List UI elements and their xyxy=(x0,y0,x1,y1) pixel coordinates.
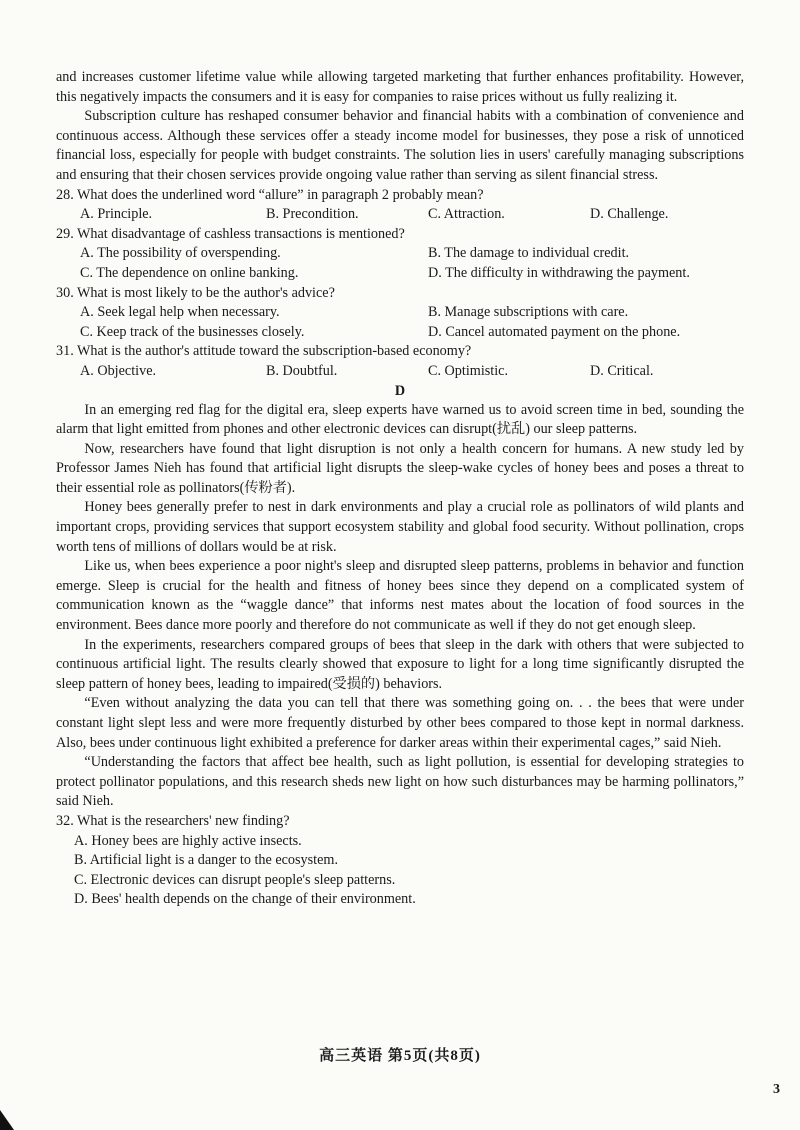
question-29 xyxy=(56,225,744,284)
passage-c-paragraph-2: Subscription culture has reshaped consumer behavior and financial habits with a combination of convenience and continuous access. Although these services offer a steady income model for businesses, they pose a risk of unnoticed financial loss, especially for people with budget constraints. The solution lies in users' carefully managing subscriptions and ensuring that their chosen services provide ongoing value rather than serving as silent financial stress. xyxy=(56,108,744,183)
passage-d-paragraph-2: Now, researchers have found that light disruption is not only a health concern for humans. A new study led by Professor James Nieh has found that artificial light disrupts the sleep-wake cycles of honey bees and poses a threat to their essential role as pollinators(传粉者). xyxy=(56,440,744,496)
question-32-stem: 32. What is the researchers' new finding? xyxy=(56,812,290,829)
option-b: B. Precondition. xyxy=(266,206,359,223)
passage-d-paragraph-5: In the experiments, researchers compared groups of bees that sleep in the dark with others that were subjected to continuous artificial light. The results clearly showed that exposure to light for a long time significantly disrupted the sleep pattern of honey bees, leading to impaired(受损的) behaviors. xyxy=(56,636,744,692)
option-b: B. Doubtful. xyxy=(266,362,338,379)
option-b: B. The damage to individual credit. xyxy=(428,245,630,262)
option-a: A. Objective. xyxy=(80,362,157,379)
passage-d-paragraph-4: Like us, when bees experience a poor night's sleep and disrupted sleep patterns, problems in behavior and function emerge. Sleep is crucial for the health and fitness of honey bees since they depend on a complicated system of communication known as the “waggle dance” that informs nest mates about the location of food sources in the environment. Bees dance more poorly and therefore do not communicate as well if they do not get enough sleep. xyxy=(56,558,744,634)
question-31-options xyxy=(56,362,744,382)
scan-edge-mark xyxy=(0,1110,14,1130)
option-b: B. Artificial light is a danger to the ecosystem. xyxy=(74,852,338,869)
option-a: A. Honey bees are highly active insects. xyxy=(74,832,302,849)
question-31 xyxy=(56,342,744,381)
option-c: C. The dependence on online banking. xyxy=(80,264,299,281)
option-b: B. Manage subscriptions with care. xyxy=(428,304,629,321)
option-d: D. Cancel automated payment on the phone. xyxy=(428,323,681,340)
option-d: D. Bees' health depends on the change of their environment. xyxy=(74,891,416,908)
option-c: C. Optimistic. xyxy=(428,362,509,379)
question-29-options-row-2 xyxy=(56,264,744,284)
question-29-options-row-1 xyxy=(56,244,744,264)
option-d: D. Challenge. xyxy=(590,206,669,223)
option-c: C. Electronic devices can disrupt people's sleep patterns. xyxy=(74,871,396,888)
question-28 xyxy=(56,186,744,225)
passage-d-paragraph-3: Honey bees generally prefer to nest in dark environments and play a crucial role as pollinators of wild plants and important crops, providing services that support ecosystem stability and global food security. Without pollination, crops worth tens of millions of dollars would be at risk. xyxy=(56,499,744,555)
page-footer: 高三英语 第5页(共8页) xyxy=(319,1048,481,1064)
option-a: A. Seek legal help when necessary. xyxy=(80,304,280,321)
option-a: A. The possibility of overspending. xyxy=(80,245,281,262)
question-28-options xyxy=(56,205,744,225)
question-31-stem: 31. What is the author's attitude toward the subscription-based economy? xyxy=(56,343,472,360)
passage-d-paragraph-1: In an emerging red flag for the digital era, sleep experts have warned us to avoid screen time in bed, sounding the alarm that light emitted from phones and other electronic devices can disrupt(扰乱) our sleep patterns. xyxy=(56,401,744,438)
question-32 xyxy=(56,812,744,910)
question-30-stem: 30. What is most likely to be the author's advice? xyxy=(56,284,335,301)
option-a: A. Principle. xyxy=(80,206,153,223)
passage-d-paragraph-7: “Understanding the factors that affect bee health, such as light pollution, is essential for developing strategies to protect pollinator populations, and this research sheds new light on how such disturbances may be harming pollinators,” said Nieh. xyxy=(56,754,744,810)
page-number: 3 xyxy=(773,1082,780,1097)
question-28-stem: 28. What does the underlined word “allure” in paragraph 2 probably mean? xyxy=(56,186,484,203)
option-c: C. Attraction. xyxy=(428,206,505,223)
question-29-stem: 29. What disadvantage of cashless transactions is mentioned? xyxy=(56,225,405,242)
option-d: D. The difficulty in withdrawing the payment. xyxy=(428,264,690,281)
passage-d-paragraph-6: “Even without analyzing the data you can tell that there was something going on. . . the bees that were under constant light slept less and were more frequently disturbed by other bees compared to those kept in normal darkness. Also, bees under continuous light exhibited a preference for darker areas within their experimental cages,” said Nieh. xyxy=(56,695,744,751)
option-c: C. Keep track of the businesses closely. xyxy=(80,323,305,340)
question-30-options-row-1 xyxy=(56,303,744,323)
section-d-heading: D xyxy=(394,382,406,399)
question-30-options-row-2 xyxy=(56,323,744,343)
option-d: D. Critical. xyxy=(590,362,654,379)
question-30 xyxy=(56,284,744,343)
page-content xyxy=(56,68,744,910)
passage-c-paragraph-1: and increases customer lifetime value while allowing targeted marketing that further enhances profitability. However, this negatively impacts the consumers and it is easy for companies to raise prices without us fully realizing it. xyxy=(56,69,744,105)
